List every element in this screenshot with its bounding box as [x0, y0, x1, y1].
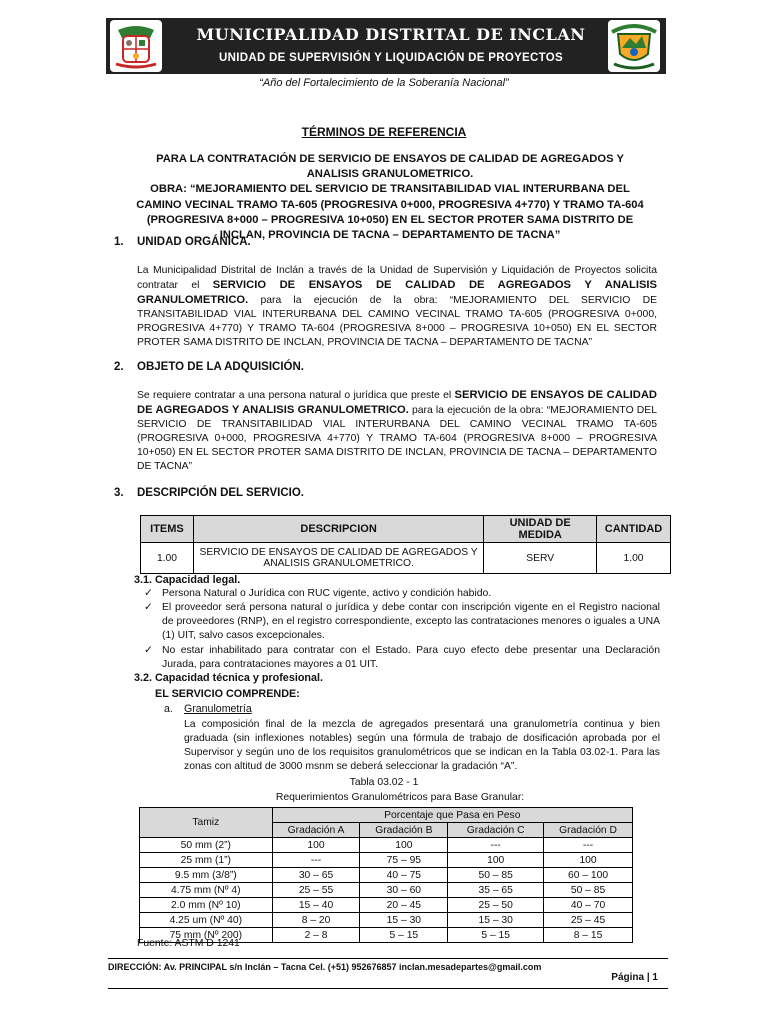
cell-value: 35 – 65 — [448, 883, 544, 898]
col-header-items: ITEMS — [141, 516, 194, 543]
s2-text-a: Se requiere contratar a una persona natural o jurídica que preste el — [137, 390, 455, 401]
cell-descripcion: SERVICIO DE ENSAYOS DE CALIDAD DE AGREGADOS Y ANALISIS GRANULOMETRICO. — [193, 543, 483, 574]
cell-items: 1.00 — [141, 543, 194, 574]
cell-value: --- — [544, 838, 633, 853]
subsection-3-1-title: 3.1. Capacidad legal. — [134, 574, 241, 586]
table-row — [140, 883, 633, 898]
checkmark-icon: ✓ — [144, 602, 153, 613]
cell-value: 75 – 95 — [360, 853, 448, 868]
cell-tamiz: 4.25 um (Nº 40) — [140, 913, 273, 928]
granulometry-table — [139, 807, 633, 943]
cell-value: 40 – 70 — [544, 898, 633, 913]
section-3-number: 3. — [114, 487, 124, 499]
cell-value: 25 – 50 — [448, 898, 544, 913]
legal-item — [144, 587, 660, 601]
cell-value: 20 – 45 — [360, 898, 448, 913]
granulometry-table-body — [140, 838, 633, 943]
section-2-title: OBJETO DE LA ADQUISICIÓN. — [137, 361, 304, 373]
legal-item-text: Persona Natural o Jurídica con RUC vigente, activo y condición habido. — [162, 588, 492, 599]
page-number: Página | 1 — [611, 972, 658, 983]
table-header-row — [141, 516, 671, 543]
checkmark-icon: ✓ — [144, 645, 153, 656]
cell-value: 100 — [544, 853, 633, 868]
footer-divider — [108, 958, 668, 959]
legal-item — [144, 644, 660, 672]
table-row — [140, 868, 633, 883]
cell-value: 30 – 60 — [360, 883, 448, 898]
section-1-title: UNIDAD ORGÁNICA. — [137, 236, 251, 248]
table-header-row — [140, 808, 633, 823]
document-title: TÉRMINOS DE REFERENCIA — [301, 125, 467, 139]
municipality-title: MUNICIPALIDAD DISTRITAL DE INCLAN — [196, 25, 586, 44]
unit-subtitle: UNIDAD DE SUPERVISIÓN Y LIQUIDACIÓN DE PROYECTOS — [219, 52, 563, 64]
section-2-paragraph — [137, 388, 657, 474]
cell-value: 100 — [272, 838, 360, 853]
cell-value: 8 – 15 — [544, 928, 633, 943]
s1-text-b: para la ejecución de la obra: “MEJORAMIENTO DEL SERVICIO DE TRANSITABILIDAD VIAL INTERURBANA DEL CAMINO VECINAL TRAMO TA-605 (PROGRESIVA 0+000, PROGRESIVA 4+770) Y TRAMO TA-604 (PROGRESIVA 8+000 – PROGRESIVA 10+050) EN EL SECTOR PROTER SAMA DISTRITO DE INCLAN, PROVINCIA DE TACNA – DEPARTAMENTO DE TACNA” — [137, 295, 657, 348]
col-header-descripcion: DESCRIPCION — [193, 516, 483, 543]
cell-value: --- — [448, 838, 544, 853]
table-source: Fuente: ASTM D 1241 — [137, 938, 240, 949]
cell-tamiz: 4.75 mm (Nº 4) — [140, 883, 273, 898]
cell-value: --- — [272, 853, 360, 868]
cell-value: 50 – 85 — [544, 883, 633, 898]
cell-cantidad: 1.00 — [597, 543, 671, 574]
document-objective — [130, 152, 650, 243]
table-row — [141, 543, 671, 574]
checkmark-icon: ✓ — [144, 588, 153, 599]
item-a-paragraph: La composición final de la mezcla de agregados presentará una granulometría continua y bien graduada (sin inflexiones notables) según una fórmula de trabajo de dosificación aprobada por el Supervisor y según uno de los requisitos granulométricos que se indican en la Tabla 03.02-1. Para las zonas con altitud de 3000 msnm se deberá seleccionar la gradación “A”. — [184, 719, 660, 772]
service-table — [140, 515, 671, 574]
col-header-unidad: UNIDAD DE MEDIDA — [484, 516, 597, 543]
legal-item-text: No estar inhabilitado para contratar con el Estado. Para cuyo efecto debe presentar una Declaración Jurada, para contrataciones mayores a 01 UIT. — [162, 645, 660, 670]
cell-tamiz: 9.5 mm (3/8”) — [140, 868, 273, 883]
table-caption: Tabla 03.02 - 1 — [349, 777, 419, 788]
table-row — [140, 898, 633, 913]
col-header-group: Porcentaje que Pasa en Peso — [272, 808, 632, 823]
objective-line-2: OBRA: “MEJORAMIENTO DEL SERVICIO DE TRANSITABILIDAD VIAL INTERURBANA DEL CAMINO VECINAL TRAMO TA-605 (PROGRESIVA 0+000, PROGRESIVA 4+770) Y TRAMO TA-604 (PROGRESIVA 8+000 – PROGRESIVA 10+050) EN EL SECTOR PROTER SAMA DISTRITO DE INCLAN, PROVINCIA DE TACNA – DEPARTAMENTO DE TACNA” — [136, 183, 644, 242]
table-row — [140, 853, 633, 868]
cell-value: 50 – 85 — [448, 868, 544, 883]
cell-value: 15 – 40 — [272, 898, 360, 913]
col-header-gradacion-b: Gradación B — [360, 823, 448, 838]
cell-tamiz: 2.0 mm (Nº 10) — [140, 898, 273, 913]
cell-value: 25 – 55 — [272, 883, 360, 898]
col-header-cantidad: CANTIDAD — [597, 516, 671, 543]
cell-tamiz: 25 mm (1”) — [140, 853, 273, 868]
section-2-number: 2. — [114, 361, 124, 373]
table-row — [140, 913, 633, 928]
item-a-label: a. — [164, 703, 173, 715]
cell-value: 30 – 65 — [272, 868, 360, 883]
table-title: Requerimientos Granulométricos para Base Granular: — [275, 792, 525, 803]
cell-value: 100 — [360, 838, 448, 853]
cell-value: 15 – 30 — [448, 913, 544, 928]
slogan: “Año del Fortalecimiento de la Soberanía Nacional” — [259, 77, 509, 89]
cell-value: 2 – 8 — [272, 928, 360, 943]
legal-item-text: El proveedor será persona natural o jurídica y debe contar con inscripción vigente en el Registro nacional de proveedores (RNP), en el registro correspondiente, excepto las contrataciones menores o iguales a UNA (1) UIT, salvo casos excepcionales. — [162, 602, 660, 641]
cell-value: 60 – 100 — [544, 868, 633, 883]
table-row — [140, 838, 633, 853]
s2-text-b: para la ejecución de la obra: “MEJORAMIENTO DEL SERVICIO DE TRANSITABILIDAD VIAL INTERURBANA DEL CAMINO VECINAL TRAMO TA-605 (PROGRESIVA 0+000, PROGRESIVA 4+770) Y TRAMO TA-604 (PROGRESIVA 8+000 – PROGRESIVA 10+050) EN EL SECTOR PROTER SAMA DISTRITO DE INCLAN, PROVINCIA DE TACNA – DEPARTAMENTO DE TACNA” — [137, 405, 657, 472]
s2-text-bold: SERVICIO DE ENSAYOS DE CALIDAD DE AGREGADOS Y ANALISIS GRANULOMETRICO. — [137, 389, 658, 416]
section-1-number: 1. — [114, 236, 124, 248]
cell-value: 8 – 20 — [272, 913, 360, 928]
cell-value: 100 — [448, 853, 544, 868]
section-3-title: DESCRIPCIÓN DEL SERVICIO. — [137, 487, 304, 499]
col-header-gradacion-c: Gradación C — [448, 823, 544, 838]
objective-line-1: PARA LA CONTRATACIÓN DE SERVICIO DE ENSAYOS DE CALIDAD DE AGREGADOS Y ANALISIS GRANULOMETRICO. — [156, 153, 624, 181]
peru-coat-of-arms-logo — [110, 20, 162, 72]
inclan-district-emblem-logo — [608, 20, 660, 72]
cell-tamiz: 50 mm (2”) — [140, 838, 273, 853]
item-a-title: Granulometría — [184, 703, 252, 715]
cell-tamiz: 75 mm (Nº 200) — [140, 928, 273, 943]
cell-value: 25 – 45 — [544, 913, 633, 928]
footer-address: DIRECCIÓN: Av. PRINCIPAL s/n Inclán – Tacna Cel. (+51) 952676857 inclan.mesadepartes@gmail.com — [108, 962, 542, 972]
legal-item — [144, 601, 660, 643]
col-header-gradacion-a: Gradación A — [272, 823, 360, 838]
section-1-paragraph — [137, 264, 657, 350]
cell-value: 40 – 75 — [360, 868, 448, 883]
subsection-3-2-title: 3.2. Capacidad técnica y profesional. — [134, 672, 324, 684]
page-divider — [108, 988, 668, 989]
cell-value: 5 – 15 — [448, 928, 544, 943]
cell-value: 15 – 30 — [360, 913, 448, 928]
col-header-gradacion-d: Gradación D — [544, 823, 633, 838]
cell-value: 5 – 15 — [360, 928, 448, 943]
s1-text-a: La Municipalidad Distrital de Inclán a través de la Unidad de Supervisión y Liquidación de Proyectos solicita contratar el — [137, 265, 657, 291]
col-header-tamiz: Tamiz — [140, 808, 273, 838]
service-includes-heading: EL SERVICIO COMPRENDE: — [155, 688, 300, 700]
cell-unidad: SERV — [484, 543, 597, 574]
s1-text-bold: SERVICIO DE ENSAYOS DE CALIDAD DE AGREGADOS Y ANALISIS GRANULOMETRICO. — [137, 279, 657, 306]
